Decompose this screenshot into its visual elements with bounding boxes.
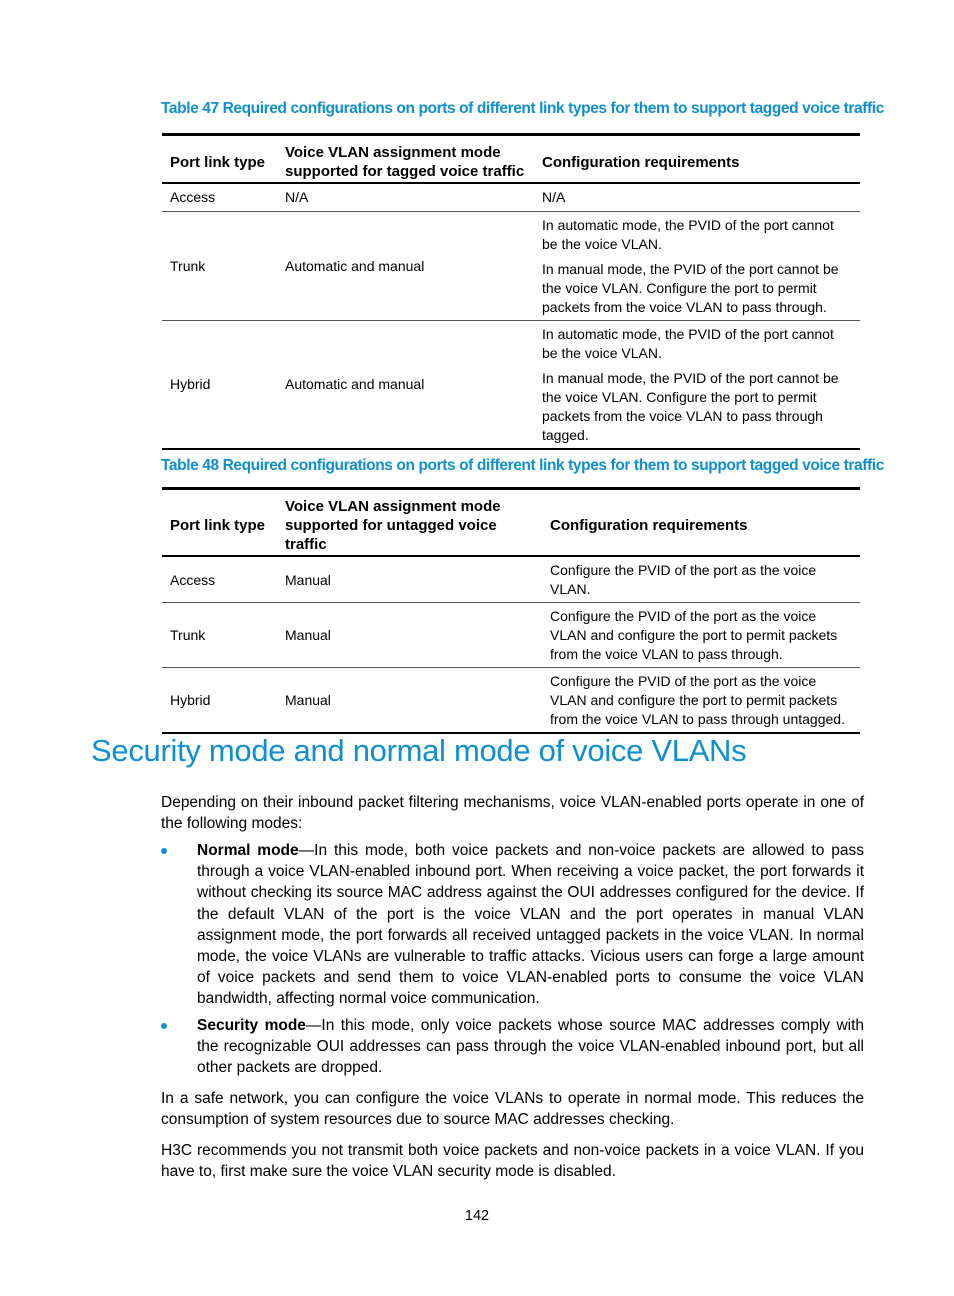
cell-port-type: Hybrid bbox=[162, 668, 277, 734]
page-number: 142 bbox=[464, 1208, 490, 1224]
requirement-text: N/A bbox=[542, 189, 566, 206]
column-header: Configuration requirements bbox=[534, 135, 860, 184]
section-heading: Security mode and normal mode of voice VLANs bbox=[91, 733, 747, 768]
cell-port-type: Trunk bbox=[162, 211, 277, 320]
bullet-icon bbox=[161, 1023, 167, 1029]
cell-mode: Manual bbox=[277, 603, 542, 668]
bullet-icon bbox=[161, 848, 167, 854]
cell-port-type: Access bbox=[162, 183, 277, 211]
column-header: Port link type bbox=[162, 135, 277, 184]
column-header: Voice VLAN assignment mode supported for untagged voice traffic bbox=[277, 489, 542, 557]
requirement-text: In manual mode, the PVID of the port cannot be the voice VLAN. Configure the port to permit packets from the voice VLAN to pass through tagged. bbox=[542, 369, 839, 443]
cell-mode: Automatic and manual bbox=[277, 320, 534, 449]
table-row bbox=[162, 556, 860, 603]
cell-requirements: Configure the PVID of the port as the voice VLAN and configure the port to permit packets from the voice VLAN to pass through. bbox=[542, 603, 860, 668]
bullet-description: —In this mode, both voice packets and non-voice packets are allowed to pass through a voice VLAN-enabled inbound port. When receiving a voice packet, the port forwards it without checking its source MAC address against the OUI addresses configured for the device. If the default VLAN of the port is the voice VLAN and the port operates in manual VLAN assignment mode, the port forwards all received untagged packets in the voice VLAN. In normal mode, the voice VLANs are vulnerable to traffic attacks. Vicious users can forge a large amount of voice packets and send them to voice VLAN-enabled ports to consume the voice VLAN bandwidth, affecting normal voice communication. bbox=[197, 842, 864, 1008]
cell-requirements bbox=[534, 320, 860, 449]
cell-requirements bbox=[534, 211, 860, 320]
bullet-term: Security mode bbox=[197, 1017, 306, 1034]
cell-requirements: Configure the PVID of the port as the voice VLAN and configure the port to permit packets from the voice VLAN to pass through untagged. bbox=[542, 668, 860, 734]
bullet-description: —In this mode, only voice packets whose source MAC addresses comply with the recognizable OUI addresses can pass through the voice VLAN-enabled inbound port, but all other packets are dropped. bbox=[197, 1017, 865, 1077]
table-47-caption: Table 47 Required configurations on ports of different link types for them to support tagged voice traffic bbox=[161, 100, 884, 117]
table-row bbox=[162, 603, 860, 668]
cell-mode: Manual bbox=[277, 556, 542, 603]
cell-mode: Manual bbox=[277, 668, 542, 734]
cell-requirements bbox=[534, 183, 860, 211]
cell-port-type: Access bbox=[162, 556, 277, 603]
list-item bbox=[161, 840, 864, 1010]
table-row bbox=[162, 668, 860, 734]
requirement-text: In automatic mode, the PVID of the port cannot be the voice VLAN. bbox=[542, 216, 834, 252]
table-48 bbox=[162, 487, 860, 734]
table-48-caption: Table 48 Required configurations on ports of different link types for them to support tagged voice traffic bbox=[161, 457, 884, 474]
requirement-text: In manual mode, the PVID of the port cannot be the voice VLAN. Configure the port to permit packets from the voice VLAN to pass through. bbox=[542, 260, 839, 315]
table-header-row bbox=[162, 489, 860, 557]
table-row bbox=[162, 211, 860, 320]
column-header: Voice VLAN assignment mode supported for tagged voice traffic bbox=[277, 135, 534, 184]
requirement-text: In automatic mode, the PVID of the port cannot be the voice VLAN. bbox=[542, 325, 834, 361]
cell-mode: Automatic and manual bbox=[277, 211, 534, 320]
cell-port-type: Hybrid bbox=[162, 320, 277, 449]
cell-requirements: Configure the PVID of the port as the voice VLAN. bbox=[542, 556, 860, 603]
paragraph: H3C recommends you not transmit both voice packets and non-voice packets in a voice VLAN. If you have to, first make sure the voice VLAN security mode is disabled. bbox=[161, 1142, 864, 1181]
column-header: Port link type bbox=[162, 489, 277, 557]
table-row bbox=[162, 320, 860, 449]
bullet-term: Normal mode bbox=[197, 842, 299, 859]
list-item bbox=[161, 1015, 864, 1079]
table-47 bbox=[162, 133, 860, 450]
cell-mode: N/A bbox=[277, 183, 534, 211]
table-header-row bbox=[162, 135, 860, 184]
paragraph: In a safe network, you can configure the voice VLANs to operate in normal mode. This reduces the consumption of system resources due to source MAC addresses checking. bbox=[161, 1090, 864, 1129]
table-row bbox=[162, 183, 860, 211]
column-header: Configuration requirements bbox=[542, 489, 860, 557]
cell-port-type: Trunk bbox=[162, 603, 277, 668]
intro-paragraph: Depending on their inbound packet filtering mechanisms, voice VLAN-enabled ports operate in one of the following modes: bbox=[161, 794, 864, 833]
